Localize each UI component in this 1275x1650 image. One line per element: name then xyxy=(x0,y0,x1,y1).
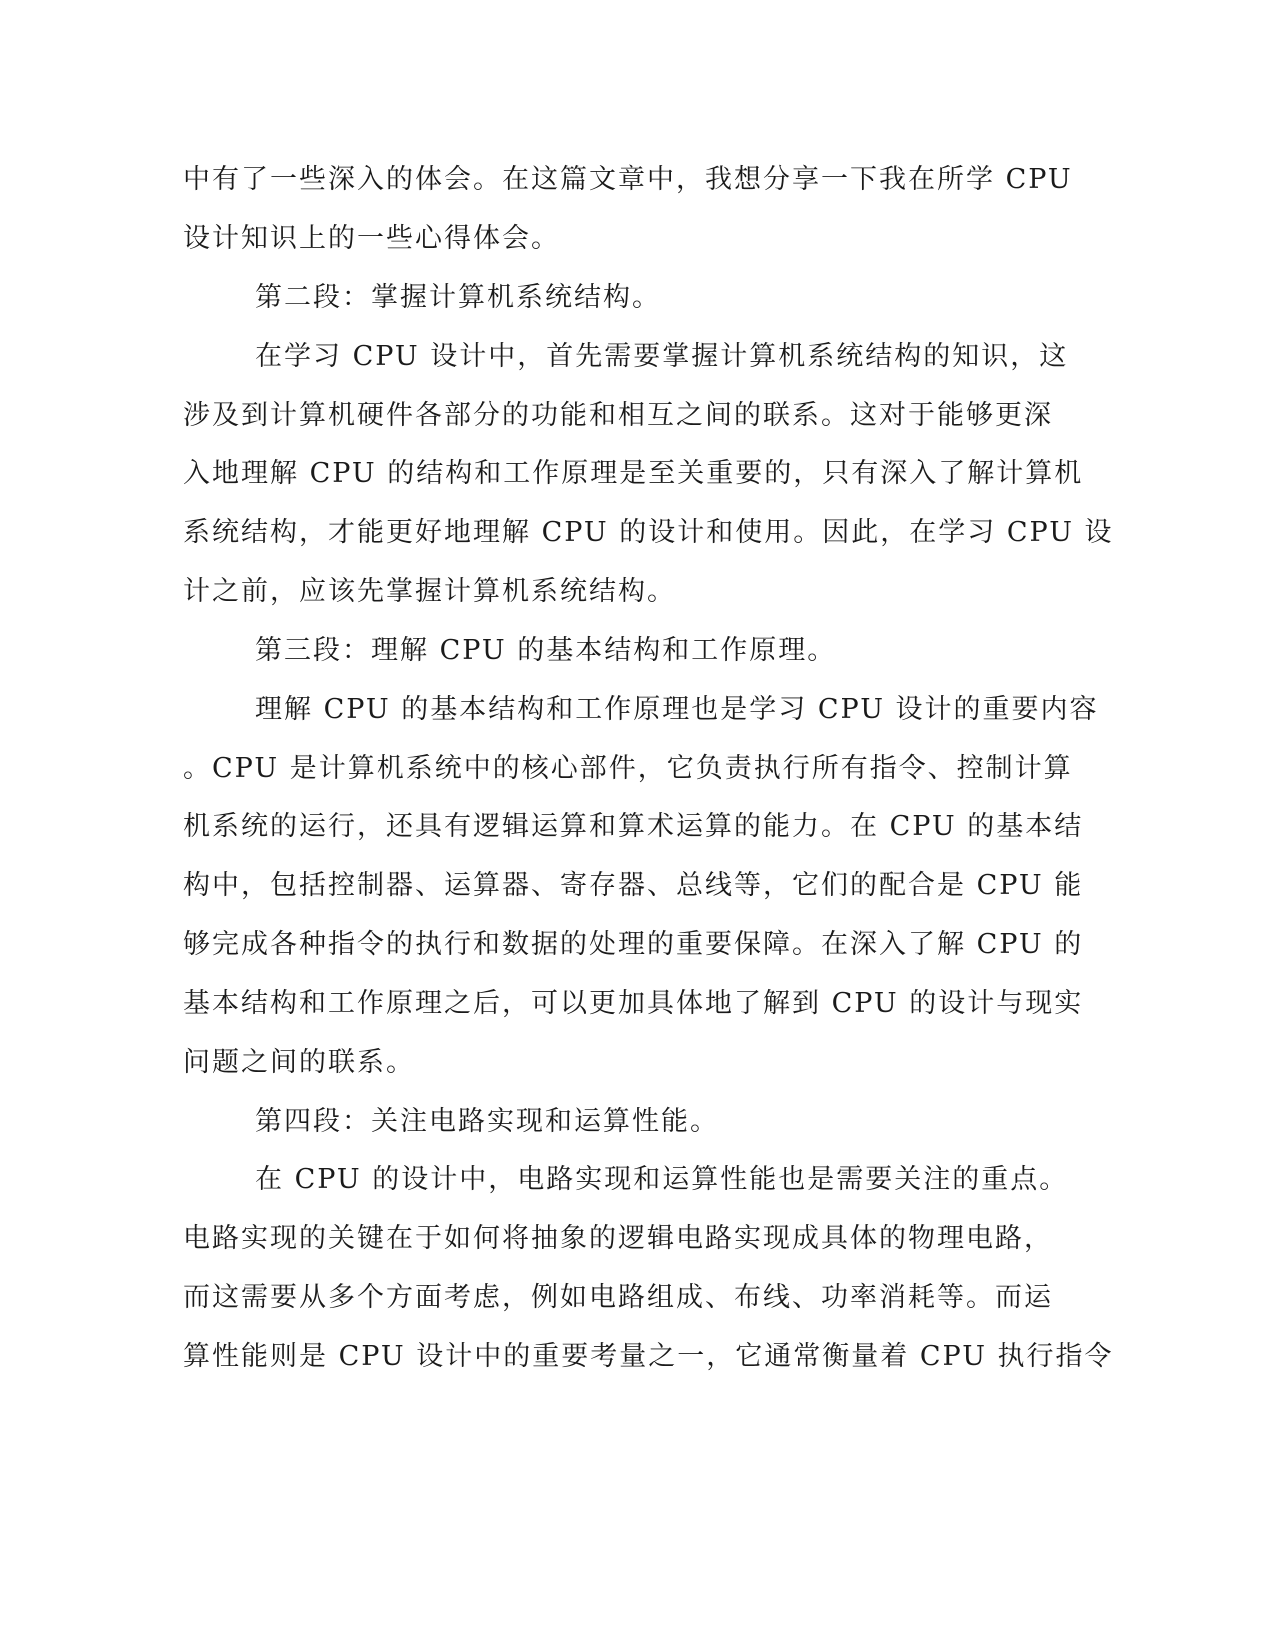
text-line: 算性能则是 CPU 设计中的重要考量之一，它通常衡量着 CPU 执行指令 xyxy=(183,1341,1114,1372)
text-line: 理解 CPU 的基本结构和工作原理也是学习 CPU 设计的重要内容 xyxy=(255,694,1099,725)
text-line: 涉及到计算机硬件各部分的功能和相互之间的联系。这对于能够更深 xyxy=(183,400,1053,431)
section-heading-4: 第四段：关注电路实现和运算性能。 xyxy=(255,1106,719,1137)
text-line: 而这需要从多个方面考虑，例如电路组成、布线、功率消耗等。而运 xyxy=(183,1282,1053,1313)
text-line: 中有了一些深入的体会。在这篇文章中，我想分享一下我在所学 CPU xyxy=(183,164,1073,195)
text-line: 机系统的运行，还具有逻辑运算和算术运算的能力。在 CPU 的基本结 xyxy=(183,811,1084,842)
text-line: 够完成各种指令的执行和数据的处理的重要保障。在深入了解 CPU 的 xyxy=(183,929,1084,960)
text-line: 。CPU 是计算机系统中的核心部件，它负责执行所有指令、控制计算 xyxy=(183,753,1073,784)
text-line: 在学习 CPU 设计中，首先需要掌握计算机系统结构的知识，这 xyxy=(255,341,1069,372)
text-line: 入地理解 CPU 的结构和工作原理是至关重要的，只有深入了解计算机 xyxy=(183,458,1084,489)
text-line: 设计知识上的一些心得体会。 xyxy=(183,223,560,254)
text-line: 电路实现的关键在于如何将抽象的逻辑电路实现成具体的物理电路， xyxy=(183,1223,1053,1254)
text-line: 系统结构，才能更好地理解 CPU 的设计和使用。因此，在学习 CPU 设 xyxy=(183,517,1114,548)
text-line: 问题之间的联系。 xyxy=(183,1047,415,1078)
section-heading-2: 第二段：掌握计算机系统结构。 xyxy=(255,282,661,313)
text-line: 基本结构和工作原理之后，可以更加具体地了解到 CPU 的设计与现实 xyxy=(183,988,1084,1019)
text-line: 构中，包括控制器、运算器、寄存器、总线等，它们的配合是 CPU 能 xyxy=(183,870,1084,901)
section-heading-3: 第三段：理解 CPU 的基本结构和工作原理。 xyxy=(255,635,837,666)
text-line: 计之前，应该先掌握计算机系统结构。 xyxy=(183,576,676,607)
text-line: 在 CPU 的设计中，电路实现和运算性能也是需要关注的重点。 xyxy=(255,1164,1069,1195)
